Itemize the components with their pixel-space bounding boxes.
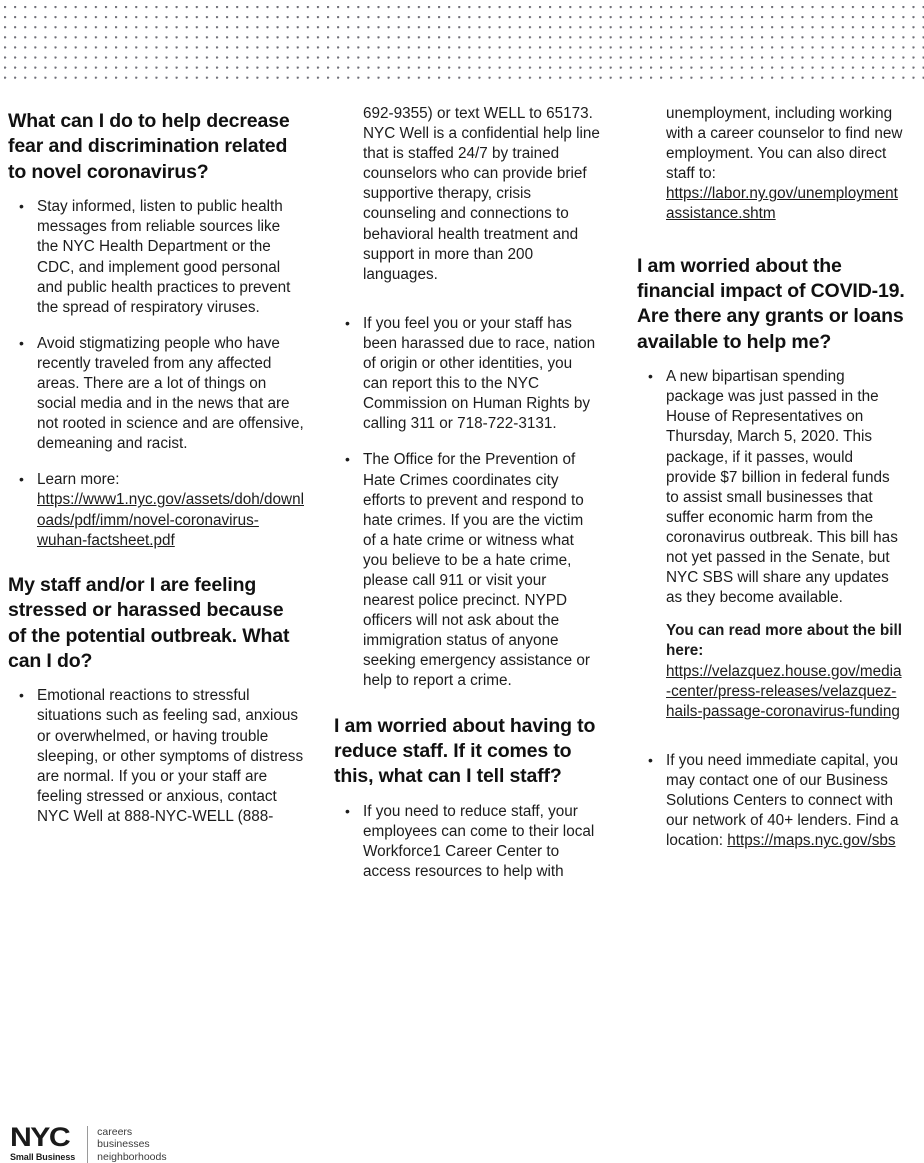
continuation-paragraph-nyc-well: 692-9355) or text WELL to 65173. NYC Well is a confidential help line that is staffed 24/7 by trained counselors who can provide brief supportive therapy, crisis counseling and connections to behavioral health treatment and support in more than 200 languages. — [363, 105, 600, 283]
column-3 — [637, 104, 905, 851]
read-more-bold-lead: You can read more about the bill here: — [666, 622, 903, 660]
list-item-text: A new bipartisan spending package was just passed in the House of Representatives on Thursday, March 5, 2020. This package, if it passes, would provide $7 billion in federal funds to assist small businesses that suffer economic harm from the coronavirus outbreak. This bill has not yet passed in the Senate, but NYC SBS will share any updates as they become available. — [666, 368, 898, 607]
link-nyc-coronavirus-factsheet[interactable]: https://www1.nyc.gov/assets/doh/downloads/pdf/imm/novel-coronavirus-wuhan-factsheet.pdf — [37, 491, 304, 549]
list-item-text: If you feel you or your staff has been harassed due to race, nation of origin or other identities, you can report this to the NYC Commission on Human Rights by calling 311 or 718-722-3131. — [363, 314, 596, 433]
continuation-paragraph-unemployment — [637, 104, 905, 225]
bullet-list-grants-loans — [637, 367, 905, 608]
list-item — [8, 334, 304, 455]
footer-tagline-line-1: careers — [97, 1126, 133, 1138]
footer-tagline-line-2: businesses — [97, 1138, 150, 1151]
paragraph-spacer — [334, 301, 600, 314]
paragraph-spacer — [637, 738, 905, 751]
list-item-lead: Learn more: — [37, 471, 120, 489]
list-item-text: Stay informed, listen to public health messages from reliable sources like the NYC Health Department or the CDC, and implement good personal and public health practices to prevent the spread of respiratory viruses. — [37, 198, 291, 316]
column-2 — [334, 104, 600, 882]
list-item — [8, 686, 304, 827]
list-item-text: If you need to reduce staff, your employees can come to their local Workforce1 Career Center to access resources to help with — [363, 802, 595, 881]
footer-tagline — [97, 1124, 166, 1163]
footer-tagline-line-3: neighborhoods — [97, 1150, 167, 1163]
list-item-immediate-capital — [637, 751, 905, 851]
nyc-small-business-logo — [10, 1124, 75, 1162]
list-item-lead: If you need immediate capital, you may contact one of our Business Solutions Centers to connect with our network of 40+ lenders. Find a location: — [666, 751, 899, 850]
list-item — [334, 450, 600, 691]
bullet-list-reduce-staff — [334, 802, 600, 882]
list-item-text: Avoid stigmatizing people who have recently traveled from any affected areas. There are a lot of things on social media and in the news that are not rooted in science and are offensive, demeaning and racist. — [37, 334, 304, 453]
list-item-text: Emotional reactions to stressful situations such as feeling sad, anxious or overwhelmed, or having trouble sleeping, or other symptoms of distress are normal. If you or your staff are feeling stressed or anxious, contact NYC Well at 888-NYC-WELL (888- — [37, 687, 304, 825]
question-heading-financial-impact: I am worried about the financial impact of COVID-19. Are there any grants or loans available to help me? — [637, 254, 905, 353]
nyc-small-business-subtext: Small Business — [10, 1152, 76, 1162]
bullet-list-stressed-harassed — [8, 686, 304, 827]
bullet-list-immediate-capital — [637, 751, 905, 851]
paragraph-spacer — [637, 608, 905, 621]
list-item-learn-more — [8, 470, 304, 550]
section-spacer — [8, 551, 304, 573]
link-velazquez-house-press-release[interactable]: https://velazquez.house.gov/media-center/press-releases/velazquez-hails-passage-coronavirus-funding — [666, 662, 902, 720]
nyc-wordmark-text: NYC — [10, 1122, 70, 1152]
dot-pattern-header — [0, 0, 924, 88]
question-heading-decrease-fear: What can I do to help decrease fear and discrimination related to novel coronavirus? — [8, 110, 290, 183]
link-maps-nyc-gov-sbs[interactable]: https://maps.nyc.gov/sbs — [727, 832, 896, 850]
list-item — [8, 197, 304, 318]
footer-logo-lockup — [10, 1124, 167, 1163]
section-spacer — [334, 692, 600, 714]
list-item — [334, 802, 600, 882]
bullet-list-harassment-reporting — [334, 314, 600, 692]
footer-vertical-divider — [87, 1126, 88, 1163]
question-heading-reduce-staff: I am worried about having to reduce staff. If it comes to this, what can I tell staff? — [334, 714, 596, 788]
list-item — [637, 367, 905, 608]
read-more-about-bill-paragraph — [637, 621, 905, 721]
question-heading-stressed-harassed: My staff and/or I are feeling stressed or harassed because of the potential outbreak. What can I do? — [8, 573, 290, 672]
paragraph-spacer — [637, 241, 905, 254]
link-ny-unemployment-assistance[interactable]: https://labor.ny.gov/unemploymentassistance.shtm — [666, 185, 898, 223]
continuation-lead-text: unemployment, including working with a career counselor to find new employment. You can also direct staff to: — [666, 105, 903, 183]
list-item-text: The Office for the Prevention of Hate Crimes coordinates city efforts to prevent and respond to hate crimes. If you are the victim of a hate crime or witness what you believe to be a hate crime, please call 911 or visit your nearest police precinct. NYPD officers will not ask about the immigration status of anyone seeking emergency assistance or help to report a crime. — [363, 451, 591, 690]
list-item — [334, 314, 600, 435]
bullet-list-decrease-fear — [8, 197, 304, 551]
column-1 — [8, 104, 304, 827]
